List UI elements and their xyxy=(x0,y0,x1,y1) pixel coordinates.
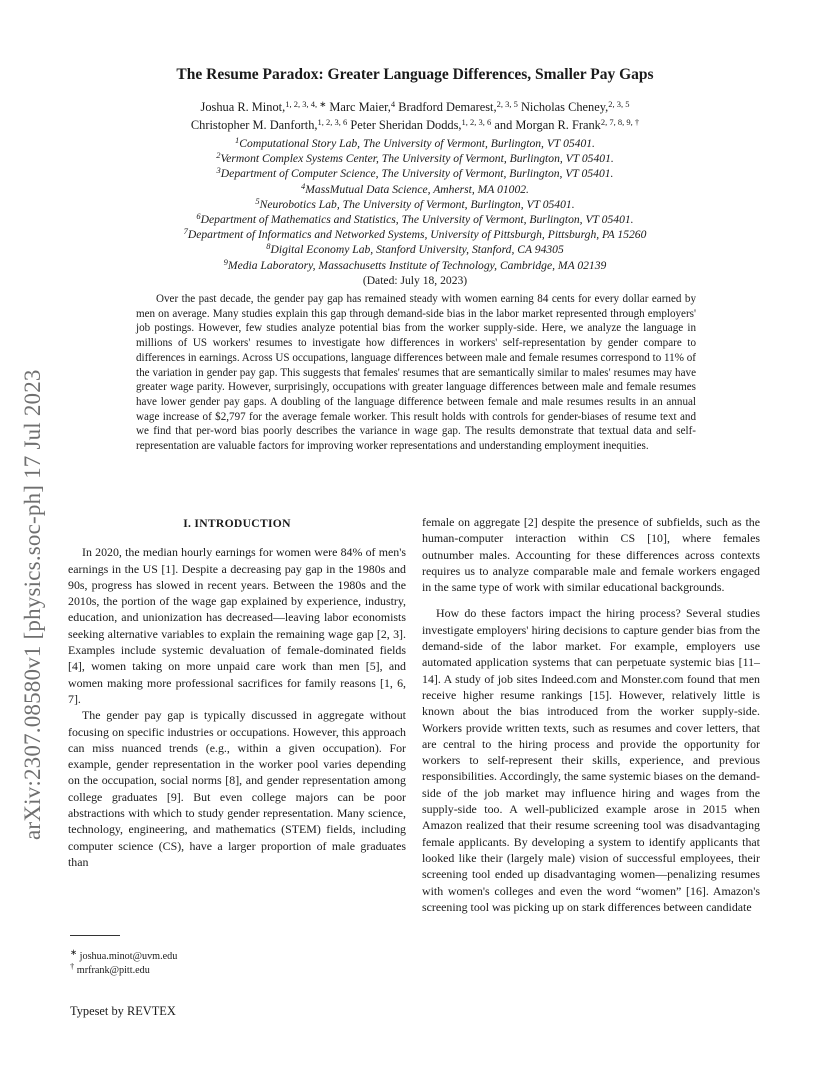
dated-line: (Dated: July 18, 2023) xyxy=(362,273,468,287)
footnote: † mrfrank@pitt.edu xyxy=(70,961,150,976)
author: Christopher M. Danforth,$^{1, 2, 3, 6}$ xyxy=(190,117,348,132)
affiliation: $^4$MassMutual Data Science, Amherst, MA 01002. xyxy=(301,180,529,196)
paper-title: The Resume Paradox: Greater Language Differences, Smaller Pay Gaps xyxy=(176,66,654,83)
authors-line-2 xyxy=(70,116,760,134)
affiliation: $^2$Vermont Complex Systems Center, The University of Vermont, Burlington, VT 05401. xyxy=(216,150,614,166)
affiliations xyxy=(70,136,760,273)
left-column xyxy=(68,514,406,870)
affiliation: $^8$Digital Economy Lab, Stanford University, Stanford, CA 94305 xyxy=(266,241,564,257)
affiliation: $^1$Computational Story Lab, The University of Vermont, Burlington, VT 05401. xyxy=(235,135,595,150)
body-paragraph: In 2020, the median hourly earnings for women were 84% of men's earnings in the US [1]. Despite a decreasing pay gap in the 1980s and 90s, progress has slowed in recent years. Between the 1980s and the 2010s, the portion of the wage gap explained by experience, industry, education, and unionization has decreased—leaving labor economists seeking alternative variables to explain the remaining wage gap [2, 3]. Examples include systemic devaluation of female-dominated fields [4], women taking on more unpaid care work than men [5], and women making more professional sacrifices for family reasons [1, 6, 7]. xyxy=(68,545,406,706)
author: Bradford Demarest,$^{2, 3, 5}$ xyxy=(395,99,518,114)
abstract: Over the past decade, the gender pay gap has remained steady with women earning 84 cents for every dollar earned by men on average. Many studies explain this gap through demand-side bias in the labor market represented through employers' job postings. However, few studies analyze potential bias from the worker supply-side. Here, we analyze the language in millions of US workers' resumes to investigate how differences in workers' self-representation by gender compare to differences in earnings. Across US occupations, language differences between male and female resumes correspond to 11% of the variation in gender pay gap. This suggests that females' resumes that are semantically similar to males' resumes may have greater wage parity. However, surprisingly, occupations with greater language differences between male and female resumes have lower gender pay gaps. A doubling of the language difference between female and male resumes results in an annual wage increase of $2,797 for the average female worker. This result holds with controls for gender-biases of resume text and we find that per-word bias poorly describes the variance in wage gap. The results demonstrate that textual data and self-representation are valuable factors for improving worker representations and understanding employment inequities. xyxy=(136,293,696,453)
author: Joshua R. Minot,$^{1, 2, 3, 4, ∗}$ xyxy=(200,99,327,114)
affiliation: $^7$Department of Informatics and Networked Systems, University of Pittsburgh, Pittsburgh, PA 15260 xyxy=(183,226,647,242)
right-column xyxy=(422,514,760,915)
affiliation: $^3$Department of Computer Science, The University of Vermont, Burlington, VT 05401. xyxy=(216,165,614,181)
typeset-note: Typeset by REVTEX xyxy=(70,1004,176,1018)
footnote-email[interactable]: mrfrank@pitt.edu xyxy=(76,965,150,976)
footnote-email[interactable]: joshua.minot@uvm.edu xyxy=(79,951,178,962)
author: Marc Maier,$^4$ xyxy=(326,99,396,114)
body-paragraph: The gender pay gap is typically discussed in aggregate without focusing on specific industries or occupations. However, this approach can miss nuanced trends (e.g., within a given occupation). For example, gender representation in the worker pool varies depending on the occupation, social norms [8], and gender representation among college graduates [9]. But even college majors can be poor abstractions with which to study gender representation. Many science, technology, engineering, and mathematics (STEM) fields, including computer science (CS), have a larger proportion of male graduates than xyxy=(68,708,406,869)
author: Peter Sheridan Dodds,$^{1, 2, 3, 6}$ xyxy=(347,117,492,132)
author: and Morgan R. Frank$^{2, 7, 8, 9, \dagger}$ xyxy=(491,117,640,132)
section-heading: I. INTRODUCTION xyxy=(183,517,291,530)
footnote: ∗ joshua.minot@uvm.edu xyxy=(70,947,178,962)
body-paragraph: female on aggregate [2] despite the presence of subfields, such as the human-computer interaction within CS [10], where females outnumber males. Accounting for these differences across contexts requires us to analyze comparable male and female workers engaged in the same type of work with similar educational backgrounds. xyxy=(422,515,760,595)
affiliation: $^6$Department of Mathematics and Statistics, The University of Vermont, Burlington, VT 05401. xyxy=(196,211,634,227)
paper-header xyxy=(70,66,760,289)
body-paragraph: How do these factors impact the hiring process? Several studies investigate employers' hiring decisions to capture gender bias from the demand-side of the labor market. For example, employers use automated application systems that can perpetuate systemic bias [11–14]. A study of job sites Indeed.com and Monster.com found that men receive higher resume rankings [15]. However, relatively little is known about the bias introduced from the worker supply-side. Workers provide written texts, such as resumes and cover letters, that are central to the hiring process and provide the opportunity for workers to self-represent their skills, experience, and previous responsibilities. Accordingly, the same systemic biases on the demand-side of the job market may influence hiring and wages from the supply-side too. A well-publicized example arose in 2015 when Amazon realized that their resume screening tool was disadvantaging female applicants. By developing a system to identify applicants that looked like their (largely male) vision of successful employees, their screening tool ended up disadvantaging women—penalizing resumes with women's colleges and even the word “women” [16]. Amazon's screening tool was picking up on stark differences between candidate xyxy=(422,606,760,914)
affiliation: $^9$Media Laboratory, Massachusetts Institute of Technology, Cambridge, MA 02139 xyxy=(223,256,607,272)
affiliation: $^5$Neurobotics Lab, The University of Vermont, Burlington, VT 05401. xyxy=(255,195,575,211)
arxiv-identifier-stamp: arXiv:2307.08580v1 [physics.soc-ph] 17 Jul 2023 xyxy=(20,369,45,840)
authors-line-1 xyxy=(70,98,760,116)
author: Nicholas Cheney,$^{2, 3, 5}$ xyxy=(517,99,630,114)
footnote-rule xyxy=(70,935,120,936)
